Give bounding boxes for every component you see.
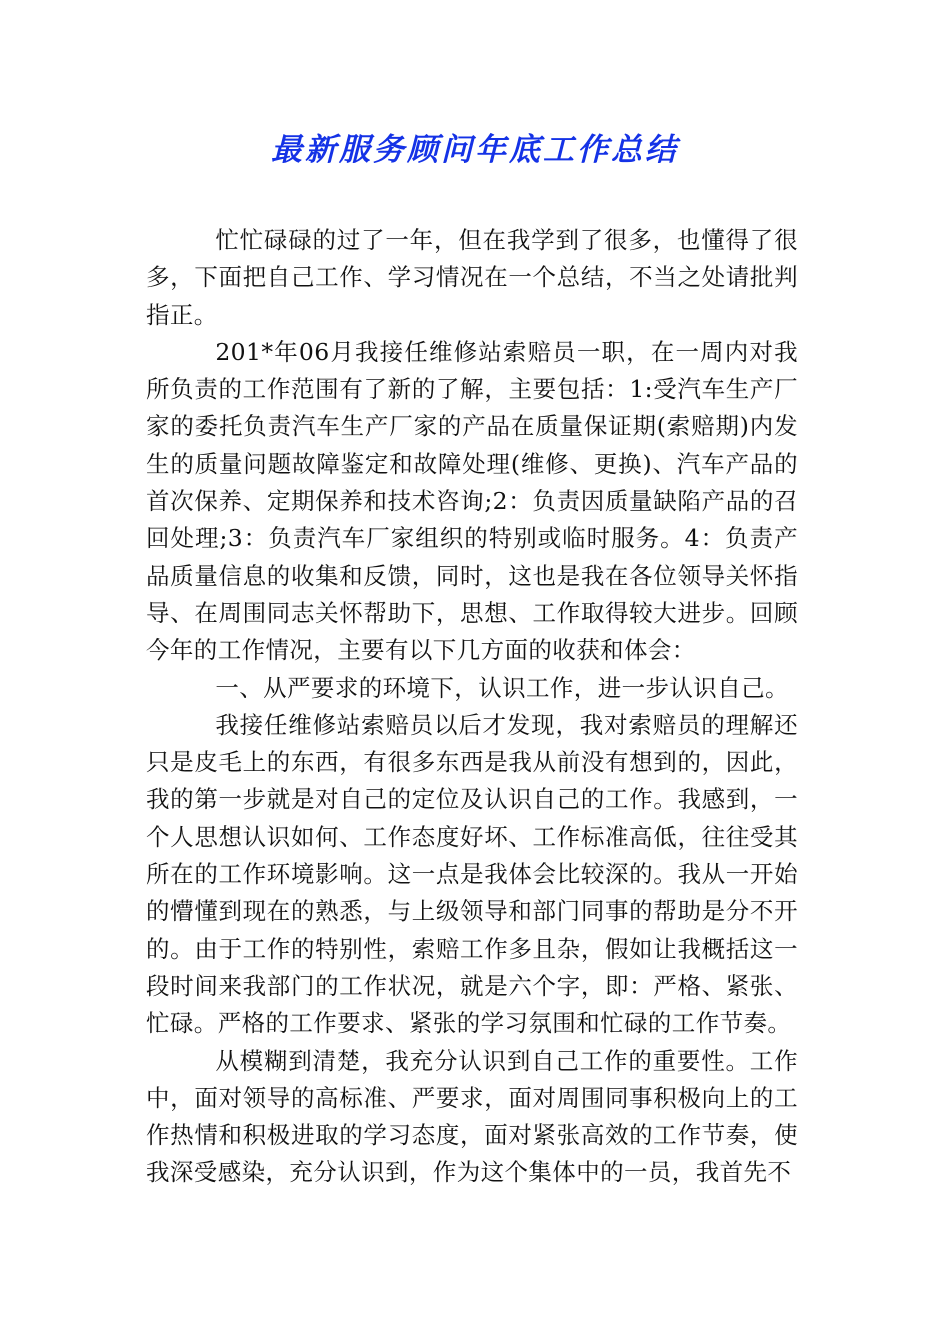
- paragraph-importance: 从模糊到清楚，我充分认识到自己工作的重要性。工作中，面对领导的高标准、严要求，面对周围同事积极向上的工作热情和积极进取的学习态度，面对紧张高效的工作节奏，使我深受感染，充分认识到，作为这个集体中的一员，我首先不: [146, 1046, 798, 1187]
- document-body: [146, 222, 798, 1192]
- paragraph-intro: 忙忙碌碌的过了一年，但在我学到了很多，也懂得了很多，下面把自己工作、学习情况在一个总结，不当之处请批判指正。: [146, 226, 798, 329]
- document-title: 最新服务顾问年底工作总结: [271, 132, 679, 168]
- paragraph-responsibilities: 201*年06月我接任维修站索赔员一职，在一周内对我所负责的工作范围有了新的了解，主要包括：1:受汽车生产厂家的委托负责汽车生产厂家的产品在质量保证期(索赔期)内发生的质量问题故障鉴定和故障处理(维修、更换)、汽车产品的首次保养、定期保养和技术咨询;2：负责因质量缺陷产品的召回处理;3：负责汽车厂家组织的特别或临时服务。4：负责产品质量信息的收集和反馈，同时，这也是我在各位领导关怀指导、在周围同志关怀帮助下，思想、工作取得较大进步。回顾今年的工作情况，主要有以下几方面的收获和体会：: [146, 337, 798, 665]
- paragraph-work-environment: 我接任维修站索赔员以后才发现，我对索赔员的理解还只是皮毛上的东西，有很多东西是我从前没有想到的，因此，我的第一步就是对自己的定位及认识自己的工作。我感到，一个人思想认识如何、工作态度好坏、工作标准高低，往往受其所在的工作环境影响。这一点是我体会比较深的。我从一开始的懵懂到现在的熟悉，与上级领导和部门同事的帮助是分不开的。由于工作的特别性，索赔工作多且杂，假如让我概括这一段时间来我部门的工作状况，就是六个字，即：严格、紧张、忙碌。严格的工作要求、紧张的学习氛围和忙碌的工作节奏。: [146, 710, 798, 1038]
- section-heading-1: 一、从严要求的环境下，认识工作，进一步认识自己。: [215, 673, 789, 702]
